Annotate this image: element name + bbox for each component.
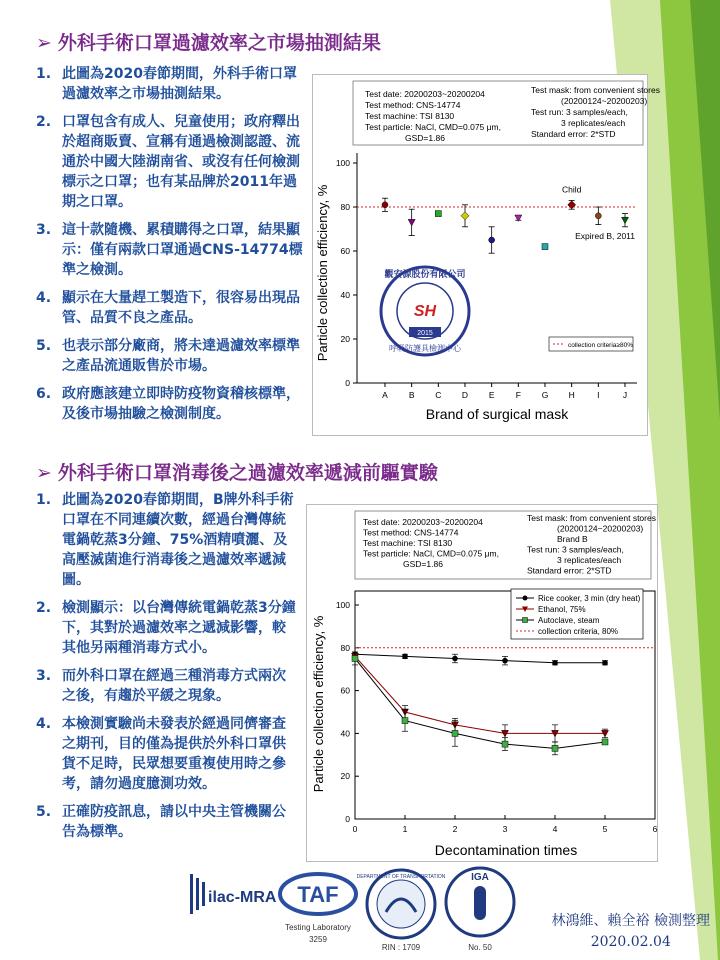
list-item-text: 此圖為2020春節期間，外科手術口罩過濾效率之市場抽測結果。	[62, 66, 297, 102]
list-item	[36, 336, 308, 376]
legend-criteria-label: collection criteria, 80%	[538, 627, 619, 636]
y-tick-label: 20	[340, 771, 350, 782]
svg-text:Testing Laboratory: Testing Laboratory	[285, 923, 351, 932]
series-line	[355, 659, 605, 749]
info-line: (20200124~20200203)	[557, 523, 644, 534]
data-point	[452, 730, 458, 736]
info-line: Test run: 3 samples/each,	[527, 544, 624, 555]
data-point	[552, 745, 558, 751]
info-line: Test mask: from convenient stores	[531, 85, 660, 95]
list-item-text: 顯示在大量趕工製造下，很容易出現品管、品質不良之產品。	[62, 290, 300, 326]
legend-label: Rice cooker, 3 min (dry heat)	[538, 594, 641, 603]
y-tick-label: 40	[340, 290, 350, 300]
x-tick-label: J	[622, 390, 628, 400]
series-line	[355, 654, 605, 663]
list-item-number: 2.	[36, 600, 52, 616]
stamp-mark: SH	[413, 303, 437, 320]
x-tick-label: B	[408, 390, 415, 400]
y-tick-label: 80	[340, 202, 350, 212]
info-line: Standard error: 2*STD	[531, 129, 616, 139]
info-line: Test particle: NaCl, CMD=0.075 μm,	[363, 548, 499, 559]
svg-text:IGA: IGA	[471, 872, 489, 883]
data-point	[408, 219, 415, 226]
list-item	[36, 598, 298, 658]
info-line: Test machine: TSI 8130	[363, 538, 453, 548]
info-line: Standard error: 2*STD	[527, 565, 612, 576]
info-line: 3 replicates/each	[561, 118, 626, 128]
y-tick-label: 100	[335, 600, 350, 610]
info-line: Test machine: TSI 8130	[365, 111, 455, 121]
y-tick-label: 20	[340, 334, 350, 344]
list-item	[36, 220, 308, 280]
data-point	[502, 658, 508, 664]
y-tick-label: 0	[345, 814, 350, 824]
y-tick-label: 100	[335, 158, 350, 168]
data-point	[622, 217, 629, 224]
info-line: GSD=1.86	[405, 133, 445, 143]
legend-label: Autoclave, steam	[538, 616, 600, 625]
data-point	[502, 741, 508, 747]
info-line: Test mask: from convenient stores	[527, 513, 656, 523]
section1-list	[36, 64, 308, 432]
info-line: Test date: 20200203~20200204	[363, 517, 483, 527]
list-item-number: 1.	[36, 66, 52, 82]
data-point	[382, 202, 388, 208]
list-item	[36, 384, 308, 424]
data-point	[602, 739, 608, 745]
stamp-year: 2015	[417, 330, 433, 337]
company-stamp	[381, 267, 469, 355]
data-point	[489, 237, 495, 243]
date: 2020.02.04	[590, 934, 671, 950]
x-tick-label: G	[541, 390, 549, 400]
data-point	[352, 656, 358, 662]
list-item	[36, 666, 298, 706]
list-item-text: 口罩包含有成人、兒童使用；政府釋出於超商販賣、宣稱有通過檢測認證、流通於中國大陸湖南省、或沒有任何檢測標示之口罩；也有某品牌於2011年過期之口罩。	[62, 114, 300, 210]
footer-signature	[552, 910, 710, 950]
list-item	[36, 802, 298, 842]
svg-text:3259: 3259	[309, 935, 327, 944]
series-line	[355, 656, 605, 733]
y-tick-label: 40	[340, 728, 350, 739]
list-item-text: 檢測顯示：以台灣傳統電鍋乾蒸3分鐘下，其對於過濾效率之遞減影響，較其他另兩種消毒方式小。	[62, 600, 296, 656]
section2-list	[36, 490, 298, 850]
x-tick-label: A	[382, 390, 388, 400]
list-item	[36, 112, 308, 212]
list-item-text: 政府應該建立即時防疫物資稽核標準，及後市場抽驗之檢測制度。	[62, 386, 300, 422]
info-line: Test run: 3 samples/each,	[531, 107, 628, 117]
info-line: Test particle: NaCl, CMD=0.075 μm,	[365, 122, 501, 132]
annotation-child: Child	[561, 184, 582, 195]
list-item-text: 正確防疫訊息，請以中央主管機關公告為標準。	[62, 804, 286, 840]
chart1-panel	[312, 74, 660, 436]
legend-marker	[523, 596, 528, 601]
info-line: Test date: 20200203~20200204	[365, 89, 485, 99]
x-tick-label: 5	[602, 824, 608, 834]
list-item-number: 3.	[36, 668, 52, 684]
arrow-right-icon: ➢	[36, 462, 52, 484]
chart2-panel	[306, 504, 658, 862]
y-tick-label: 60	[340, 685, 350, 696]
legend-criteria-label: collection criteria≥80%	[568, 342, 633, 349]
legend-label: Ethanol, 75%	[538, 605, 586, 614]
taf-logo	[276, 872, 360, 952]
y-axis-label: Particle collection efficiency, %	[311, 615, 326, 793]
list-item-number: 4.	[36, 716, 52, 732]
info-line: GSD=1.86	[403, 559, 443, 569]
list-item-text: 這十款隨機、累積購得之口罩，結果顯示：僅有兩款口罩通過CNS-14774標準之檢測。	[62, 222, 303, 278]
svg-text:TAF: TAF	[297, 882, 339, 907]
x-tick-label: H	[568, 390, 575, 400]
authors: 林鴻維、賴全裕 檢測整理	[551, 913, 710, 929]
stamp-bottom-text: 呼吸防護具檢測中心	[389, 344, 461, 353]
ilac-mra-logo	[188, 868, 277, 924]
info-line: 3 replicates/each	[557, 555, 622, 565]
x-tick-label: 6	[652, 824, 658, 834]
x-tick-label: C	[435, 390, 442, 400]
data-point	[452, 656, 458, 662]
list-item	[36, 288, 308, 328]
y-tick-label: 0	[345, 378, 350, 388]
data-point	[552, 660, 558, 666]
x-tick-label: 4	[552, 824, 558, 834]
svg-text:RIN : 1709: RIN : 1709	[381, 943, 421, 952]
x-tick-label: F	[515, 390, 521, 400]
list-item-number: 6.	[36, 386, 52, 402]
x-axis-label: Decontamination times	[434, 842, 578, 858]
data-point	[402, 718, 408, 724]
list-item-number: 3.	[36, 222, 52, 238]
x-tick-label: 0	[352, 824, 358, 834]
list-item-text: 此圖為2020春節期間，B牌外科手術口罩在不同連續次數，經過台灣傳統電鍋乾蒸3分鐘、75%酒精噴灑、及高壓滅菌進行消毒後之過濾效率遞減圖。	[62, 492, 294, 588]
x-tick-label: D	[461, 390, 469, 400]
chart1-brand-efficiency	[313, 75, 660, 437]
x-tick-label: 3	[502, 824, 508, 834]
info-line: Test method: CNS-14774	[365, 100, 461, 110]
list-item-number: 4.	[36, 290, 52, 306]
info-line: Brand B	[557, 534, 588, 544]
data-point	[568, 201, 576, 209]
info-line: (20200124~20200203)	[561, 96, 648, 106]
section2-title: ➢ 外科手術口罩消毒後之過濾效率遞減前驅實驗	[36, 462, 438, 484]
data-point	[595, 213, 601, 219]
list-item	[36, 490, 298, 590]
list-item-text: 本檢測實驗尚未發表於經過同儕審查之期刊，目的僅為提供於外科口罩供貨不足時，民眾想要重複使用時之參考，請勿過度臆測功效。	[62, 716, 286, 792]
data-point	[542, 244, 548, 250]
list-item-text: 而外科口罩在經過三種消毒方式兩次之後，有趨於平緩之現象。	[62, 668, 286, 704]
chart2-decontamination	[307, 505, 659, 863]
list-item-number: 5.	[36, 338, 52, 354]
legend-marker	[523, 618, 528, 623]
list-item-text: 也表示部分廠商，將未達過濾效率標準之產品流通販售於市場。	[62, 338, 300, 374]
x-tick-label: E	[488, 390, 495, 400]
data-point	[435, 211, 441, 217]
arrow-right-icon: ➢	[36, 32, 52, 54]
data-point	[402, 654, 408, 660]
x-tick-label: 1	[402, 824, 408, 834]
list-item-number: 1.	[36, 492, 52, 508]
y-axis-label: Particle collection efficiency, %	[315, 184, 330, 362]
y-tick-label: 60	[340, 246, 350, 256]
list-item	[36, 714, 298, 794]
list-item-number: 2.	[36, 114, 52, 130]
svg-text:DEPARTMENT OF TRANSPORTATION: DEPARTMENT OF TRANSPORTATION	[356, 874, 446, 880]
list-item-number: 5.	[36, 804, 52, 820]
section1-title: ➢ 外科手術口罩過濾效率之市場抽測結果	[36, 32, 381, 54]
data-point	[461, 212, 469, 220]
y-tick-label: 80	[340, 642, 350, 653]
x-tick-label: I	[597, 390, 600, 400]
x-tick-label: 2	[452, 824, 458, 834]
dot-seal-logo	[356, 866, 446, 956]
annotation-expired: Expired B, 2011	[575, 230, 635, 241]
svg-text:ilac-MRA: ilac-MRA	[208, 889, 277, 906]
info-line: Test method: CNS-14774	[363, 527, 459, 538]
list-item	[36, 64, 308, 104]
stamp-top-text: 觀安源股份有限公司	[384, 269, 466, 279]
iga-logo	[440, 864, 520, 954]
svg-text:No. 50: No. 50	[468, 943, 492, 952]
data-point	[602, 660, 608, 666]
x-axis-label: Brand of surgical mask	[425, 406, 569, 422]
